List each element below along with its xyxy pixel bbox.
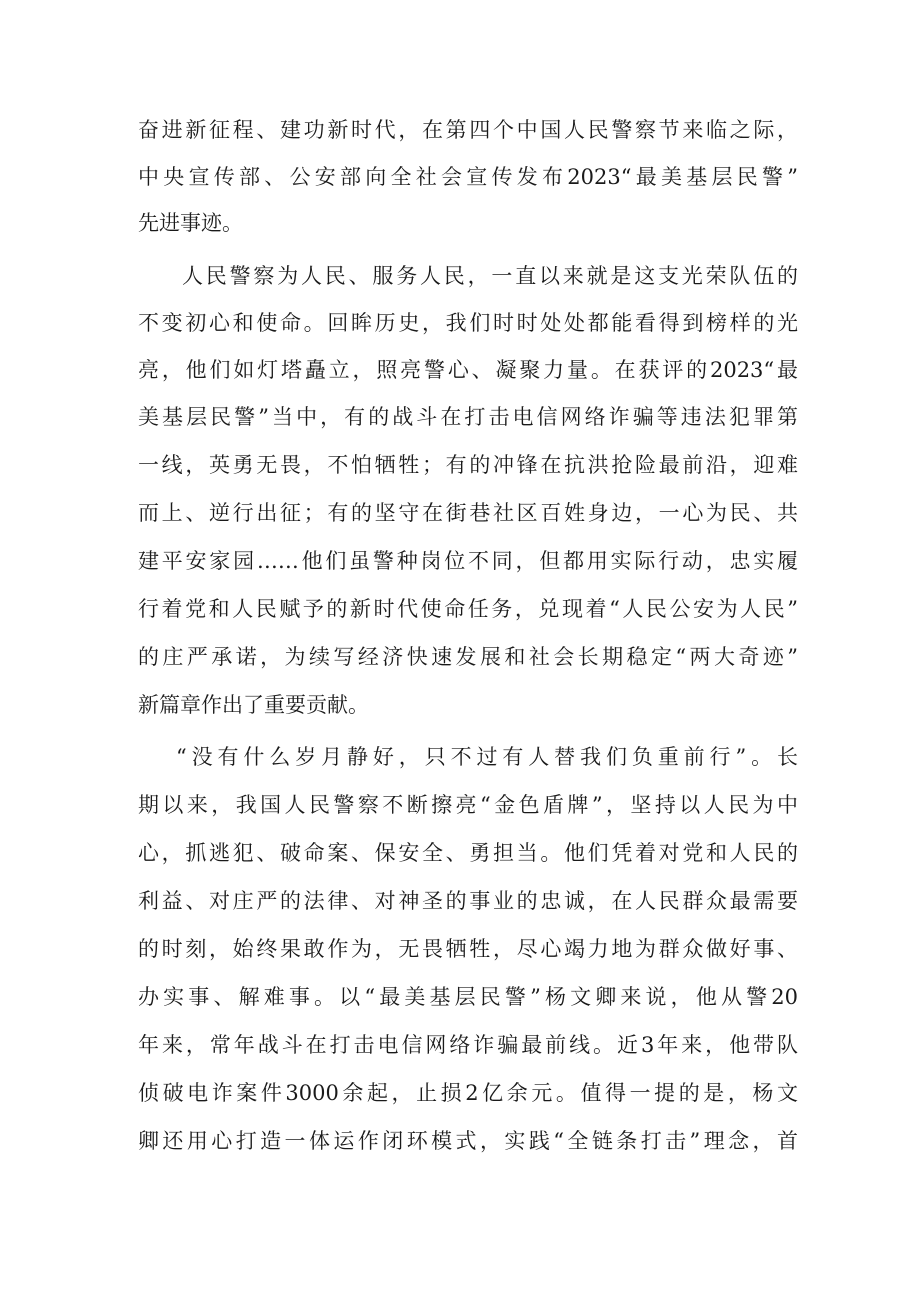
paragraph-2-line-2: 不变初心和使命。回眸历史，我们时时处处都能看得到榜样的光 [138,311,798,335]
paragraph-3-line-9: 卿还用心打造一体运作闭环模式，实践“全链条打击”理念，首 [138,1129,798,1153]
paragraph-2-line-8: 行着党和人民赋予的新时代使命任务，兑现着“人民公安为人民” [138,597,798,621]
paragraph-2-line-7: 建平安家园……他们虽警种岗位不同，但都用实际行动，忠实履 [138,549,798,573]
paragraph-3-line-7: 年来，常年战斗在打击电信网络诈骗最前线。近3年来，他带队 [138,1033,798,1057]
paragraph-2-line-6: 而上、逆行出征；有的坚守在街巷社区百姓身边，一心为民、共 [138,501,798,525]
paragraph-3-line-8: 侦破电诈案件3000余起，止损2亿余元。值得一提的是，杨文 [138,1081,798,1105]
paragraph-2-line-10: 新篇章作出了重要贡献。 [138,693,369,717]
paragraph-2-line-4: 美基层民警”当中，有的战斗在打击电信网络诈骗等违法犯罪第 [138,405,798,429]
paragraph-3-line-4: 利益、对庄严的法律、对神圣的事业的忠诚，在人民群众最需要 [138,889,798,913]
paragraph-1-line-3: 先进事迹。 [138,211,243,235]
paragraph-2-line-1: 人民警察为人民、服务人民，一直以来就是这支光荣队伍的 [182,264,798,288]
paragraph-3-line-5: 的时刻，始终果敢作为，无畏牺牲，尽心竭力地为群众做好事、 [138,937,798,961]
paragraph-1-line-1: 奋进新征程、建功新时代，在第四个中国人民警察节来临之际， [138,118,798,142]
paragraph-3-line-1: “没有什么岁月静好，只不过有人替我们负重前行”。长 [176,745,798,769]
paragraph-3-line-6: 办实事、解难事。以“最美基层民警”杨文卿来说，他从警20 [138,985,798,1009]
paragraph-2-line-5: 一线，英勇无畏，不怕牺牲；有的冲锋在抗洪抢险最前沿，迎难 [138,453,798,477]
paragraph-3-line-2: 期以来，我国人民警察不断擦亮“金色盾牌”，坚持以人民为中 [138,793,798,817]
paragraph-2-line-9: 的庄严承诺，为续写经济快速发展和社会长期稳定“两大奇迹” [138,645,798,669]
paragraph-1-line-2: 中央宣传部、公安部向全社会宣传发布2023“最美基层民警” [138,165,798,189]
paragraph-3-line-3: 心，抓逃犯、破命案、保安全、勇担当。他们凭着对党和人民的 [138,841,798,865]
paragraph-2-line-3: 亮，他们如灯塔矗立，照亮警心、凝聚力量。在获评的2023“最 [138,358,798,382]
